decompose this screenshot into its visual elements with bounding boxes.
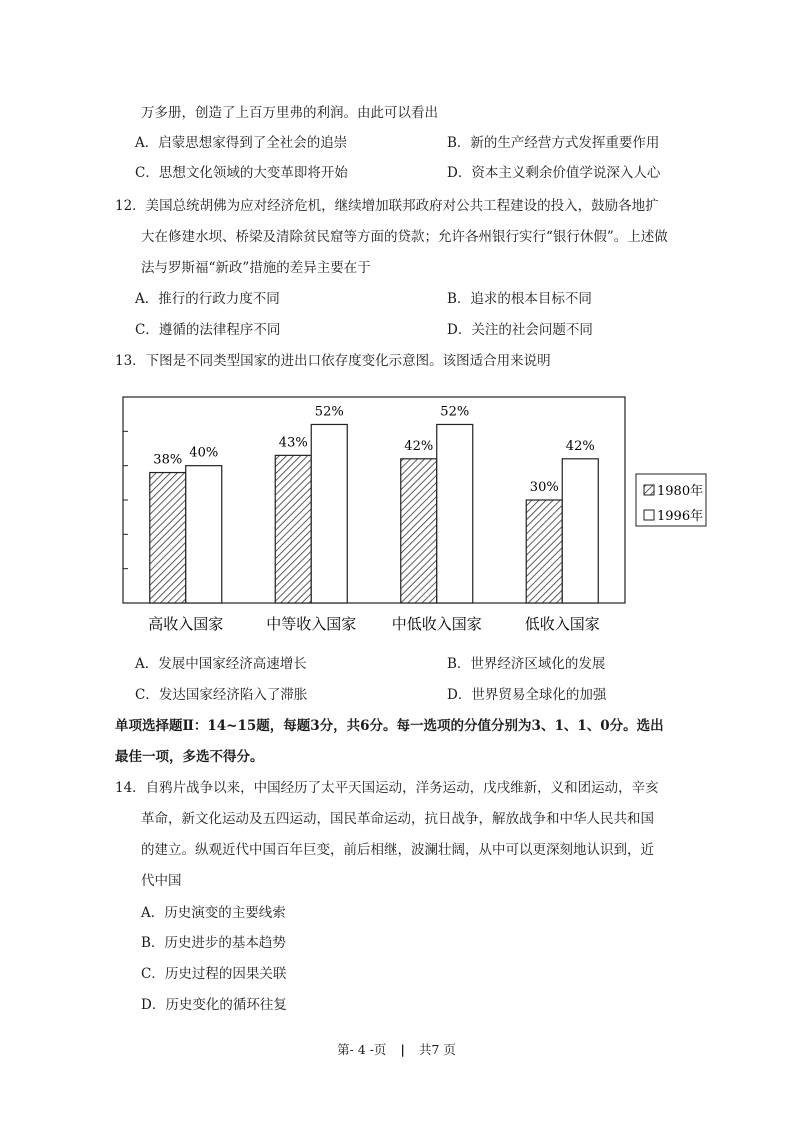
page-number: 第- 4 -页 bbox=[337, 1042, 387, 1057]
bar-1996年-中低收入国家 bbox=[437, 424, 473, 603]
q14-option-c[interactable]: C．历史过程的因果关联 bbox=[141, 966, 287, 982]
q12-option-b[interactable]: B．追求的根本目标不同 bbox=[447, 291, 592, 307]
q14-option-b[interactable]: B．历史进步的基本趋势 bbox=[141, 935, 286, 951]
category-label-group bbox=[148, 615, 600, 633]
q12-option-d[interactable]: D．关注的社会问题不同 bbox=[447, 322, 593, 338]
page-total: 共7 页 bbox=[418, 1042, 456, 1057]
data-label-1996年-高收入国家: 40% bbox=[189, 445, 219, 461]
q14-stem-line-4: 代中国 bbox=[141, 873, 182, 889]
q11-option-b[interactable]: B．新的生产经营方式发挥重要作用 bbox=[447, 135, 660, 151]
data-label-1996年-中低收入国家: 52% bbox=[440, 404, 470, 420]
q14-stem-line-2: 革命，新文化运动及五四运动，国民革命运动，抗日战争，解放战争和中华人民共和国 bbox=[141, 811, 654, 827]
q14-option-d[interactable]: D．历史变化的循环往复 bbox=[141, 997, 287, 1013]
category-label: 中低收入国家 bbox=[391, 615, 482, 633]
q14-stem-line-1: 14．自鸦片战争以来，中国经历了太平天国运动，洋务运动，戊戌维新，义和团运动，辛亥 bbox=[115, 780, 659, 796]
section-2-heading-line-2: 最佳一项，多选不得分。 bbox=[115, 749, 264, 765]
section-2-heading-line-1: 单项选择题Ⅱ：14~15题，每题3分，共6分。每一选项的分值分别为3、1、1、0分。选出 bbox=[115, 718, 664, 734]
legend-label-1996: 1996年 bbox=[657, 509, 704, 524]
footer-separator: | bbox=[400, 1042, 405, 1057]
data-label-1996年-中等收入国家: 52% bbox=[314, 404, 344, 420]
q13-option-a[interactable]: A．发展中国家经济高速增长 bbox=[135, 656, 307, 672]
bar-1996年-高收入国家 bbox=[186, 466, 222, 603]
q12-stem-line-1: 12．美国总统胡佛为应对经济危机，继续增加联邦政府对公共工程建设的投入，鼓励各地扩 bbox=[115, 198, 659, 214]
q11-option-d[interactable]: D．资本主义剩余价值学说深入人心 bbox=[447, 165, 661, 181]
data-label-1996年-低收入国家: 42% bbox=[565, 438, 595, 454]
bar-1980年-低收入国家 bbox=[526, 500, 562, 603]
legend-swatch-1996 bbox=[644, 510, 654, 520]
legend bbox=[636, 474, 706, 526]
q14-option-a[interactable]: A．历史演变的主要线索 bbox=[141, 905, 286, 921]
q12-option-c[interactable]: C．遵循的法律程序不同 bbox=[135, 322, 281, 338]
q13-stem: 13．下图是不同类型国家的进出口依存度变化示意图。该图适合用来说明 bbox=[115, 353, 551, 369]
data-label-1980年-低收入国家: 30% bbox=[529, 480, 559, 495]
category-label: 高收入国家 bbox=[148, 615, 224, 633]
data-label-1980年-高收入国家: 38% bbox=[153, 452, 183, 468]
data-label-1980年-中低收入国家: 42% bbox=[404, 438, 434, 454]
q14-stem-line-3: 的建立。纵观近代中国百年巨变，前后相继，波澜壮阔，从中可以更深刻地认识到，近 bbox=[141, 842, 654, 858]
page-footer bbox=[0, 1040, 793, 1058]
q13-option-b[interactable]: B．世界经济区域化的发展 bbox=[447, 656, 606, 672]
q12-option-a[interactable]: A．推行的行政力度不同 bbox=[135, 291, 280, 307]
dependency-bar-chart bbox=[0, 388, 793, 643]
bar-1980年-高收入国家 bbox=[150, 473, 186, 603]
data-label-1980年-中等收入国家: 43% bbox=[278, 435, 308, 451]
category-label: 中等收入国家 bbox=[266, 615, 357, 633]
bar-1996年-中等收入国家 bbox=[311, 424, 347, 603]
bar-1996年-低收入国家 bbox=[562, 459, 598, 603]
bar-1980年-中低收入国家 bbox=[401, 459, 437, 603]
legend-swatch-1980 bbox=[644, 485, 654, 495]
y-axis-ticks bbox=[123, 431, 128, 568]
q11-option-c[interactable]: C．思想文化领域的大变革即将开始 bbox=[135, 165, 348, 181]
legend-label-1980: 1980年 bbox=[657, 484, 704, 499]
bar-1980年-中等收入国家 bbox=[275, 455, 311, 603]
category-label: 低收入国家 bbox=[524, 615, 600, 633]
q11-option-a[interactable]: A．启蒙思想家得到了全社会的追崇 bbox=[135, 135, 348, 151]
q12-stem-line-3: 法与罗斯福“新政”措施的差异主要在于 bbox=[141, 260, 371, 276]
q12-stem-line-2: 大在修建水坝、桥梁及清除贫民窟等方面的贷款；允许各州银行实行“银行休假”。上述做 bbox=[141, 229, 668, 245]
q11-stem-tail: 万多册，创造了上百万里弗的利润。由此可以看出 bbox=[141, 105, 438, 121]
q13-option-c[interactable]: C．发达国家经济陷入了滞胀 bbox=[135, 687, 308, 703]
q13-option-d[interactable]: D．世界贸易全球化的加强 bbox=[447, 687, 607, 703]
